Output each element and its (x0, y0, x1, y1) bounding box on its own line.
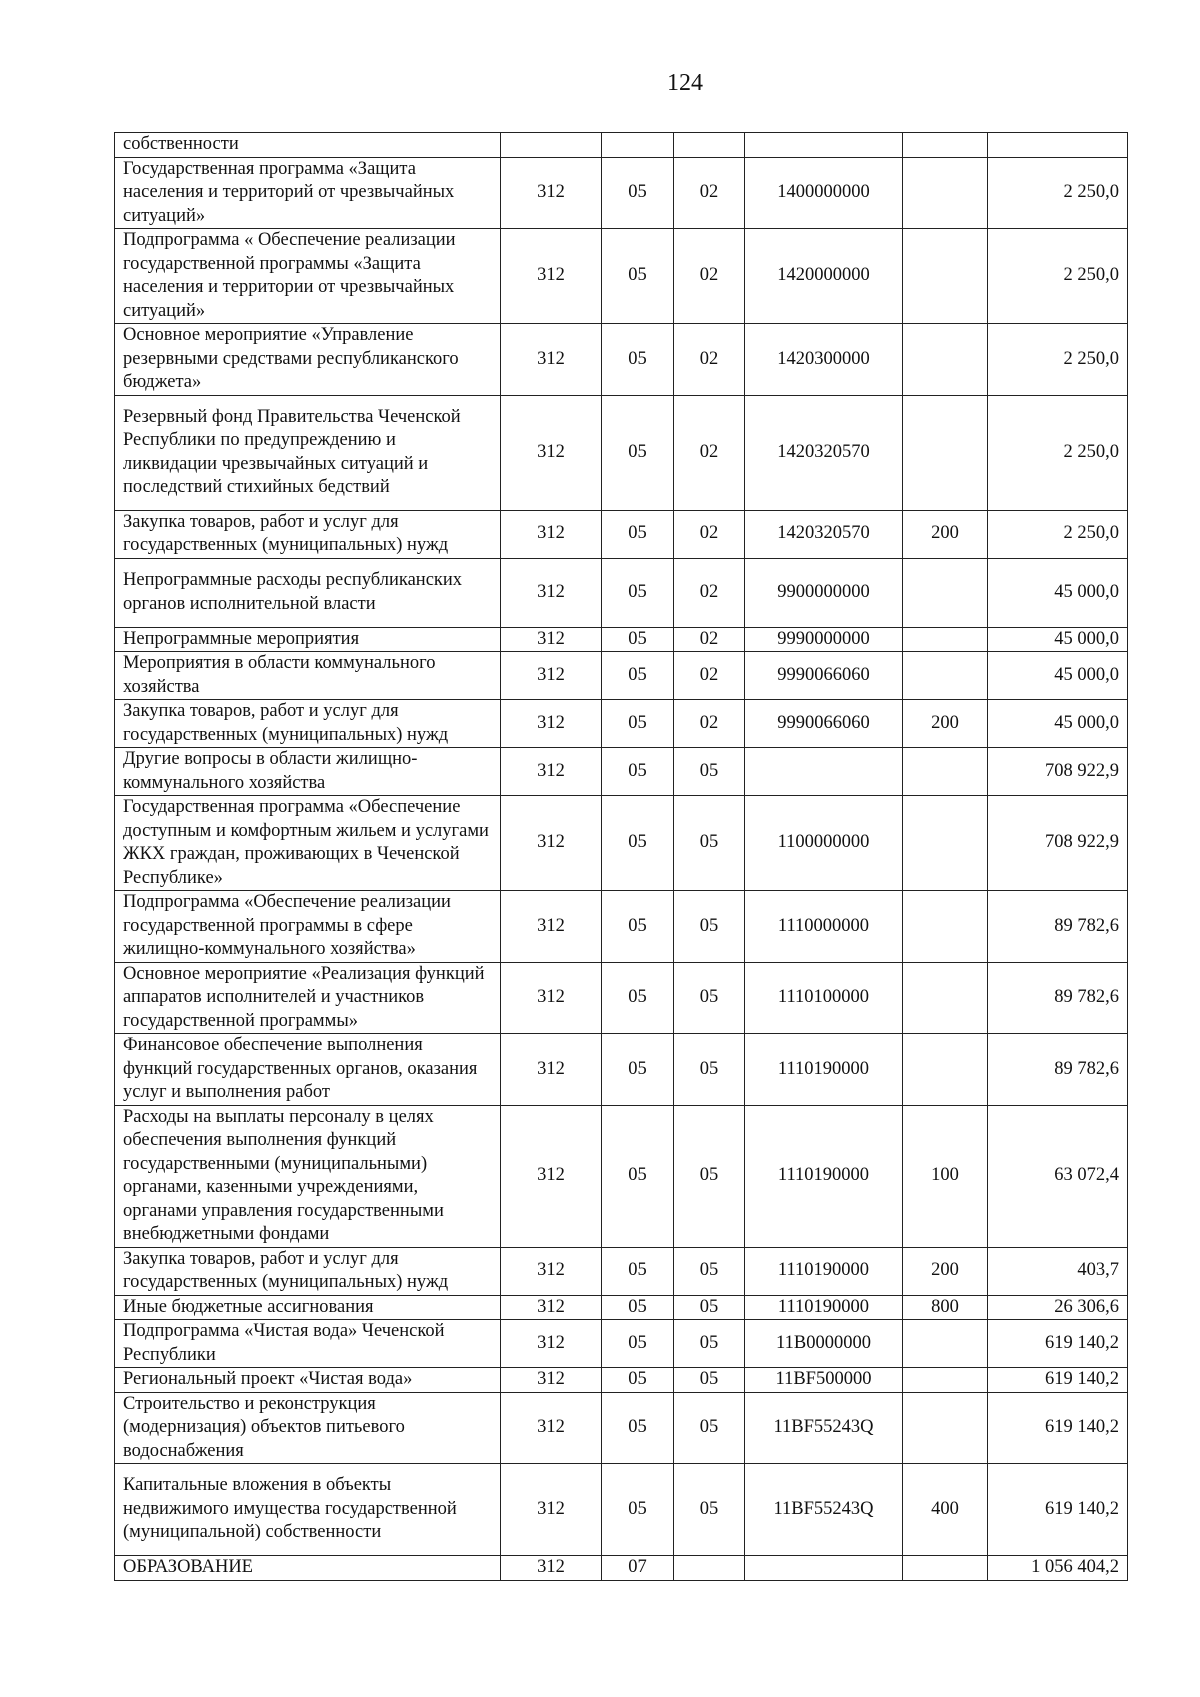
cell-subsection-code: 05 (674, 1368, 745, 1393)
cell-ministry-code: 312 (501, 229, 602, 324)
cell-target-article (745, 748, 903, 796)
cell-name: Непрограммные расходы республиканских органов исполнительной власти (115, 558, 501, 627)
cell-name: Основное мероприятие «Управление резервными средствами республиканского бюджета» (115, 324, 501, 396)
cell-expense-type (903, 796, 988, 891)
cell-name: Основное мероприятие «Реализация функций аппаратов исполнителей и участников государственной программы» (115, 962, 501, 1034)
cell-subsection-code: 05 (674, 1247, 745, 1295)
cell-name: Подпрограмма «Чистая вода» Чеченской Республики (115, 1320, 501, 1368)
cell-section-code (602, 133, 674, 158)
cell-amount: 45 000,0 (988, 558, 1128, 627)
cell-section-code: 05 (602, 796, 674, 891)
cell-ministry-code: 312 (501, 627, 602, 652)
table-row (115, 324, 1128, 396)
cell-target-article: 9990066060 (745, 700, 903, 748)
cell-ministry-code: 312 (501, 700, 602, 748)
cell-name: Подпрограмма «Обеспечение реализации государственной программы в сфере жилищно-коммунального хозяйства» (115, 891, 501, 963)
cell-name: Закупка товаров, работ и услуг для государственных (муниципальных) нужд (115, 1247, 501, 1295)
table-row (115, 395, 1128, 510)
cell-name: Строительство и реконструкция (модернизация) объектов питьевого водоснабжения (115, 1392, 501, 1464)
table-row (115, 1464, 1128, 1556)
cell-ministry-code: 312 (501, 748, 602, 796)
cell-amount: 2 250,0 (988, 157, 1128, 229)
cell-amount: 1 056 404,2 (988, 1556, 1128, 1581)
cell-section-code: 05 (602, 1320, 674, 1368)
cell-ministry-code: 312 (501, 1464, 602, 1556)
cell-name: Подпрограмма « Обеспечение реализации государственной программы «Защита населения и территории от чрезвычайных ситуаций» (115, 229, 501, 324)
cell-ministry-code: 312 (501, 962, 602, 1034)
cell-section-code: 05 (602, 627, 674, 652)
cell-section-code: 05 (602, 229, 674, 324)
cell-subsection-code: 02 (674, 229, 745, 324)
cell-name: Финансовое обеспечение выполнения функций государственных органов, оказания услуг и выполнения работ (115, 1034, 501, 1106)
cell-subsection-code: 05 (674, 748, 745, 796)
cell-expense-type (903, 229, 988, 324)
cell-subsection-code: 05 (674, 962, 745, 1034)
cell-ministry-code: 312 (501, 1034, 602, 1106)
cell-target-article: 1110190000 (745, 1105, 903, 1247)
cell-target-article: 1100000000 (745, 796, 903, 891)
cell-section-code: 05 (602, 1464, 674, 1556)
cell-subsection-code: 05 (674, 1295, 745, 1320)
cell-amount: 89 782,6 (988, 891, 1128, 963)
cell-ministry-code: 312 (501, 796, 602, 891)
cell-subsection-code: 02 (674, 652, 745, 700)
cell-expense-type (903, 1368, 988, 1393)
cell-target-article (745, 1556, 903, 1581)
cell-name: Расходы на выплаты персоналу в целях обеспечения выполнения функций государственными (муниципальными) органами, казенными учреждениями, органами управления государственными внебюджетными фондами (115, 1105, 501, 1247)
table-row (115, 1295, 1128, 1320)
table-row (115, 1247, 1128, 1295)
cell-expense-type (903, 395, 988, 510)
cell-name: Резервный фонд Правительства Чеченской Республики по предупреждению и ликвидации чрезвычайных ситуаций и последствий стихийных бедствий (115, 395, 501, 510)
cell-target-article: 1400000000 (745, 157, 903, 229)
cell-ministry-code: 312 (501, 1295, 602, 1320)
cell-target-article: 1110190000 (745, 1247, 903, 1295)
cell-ministry-code: 312 (501, 395, 602, 510)
table-row (115, 157, 1128, 229)
cell-subsection-code: 02 (674, 395, 745, 510)
cell-expense-type (903, 1034, 988, 1106)
cell-name: Закупка товаров, работ и услуг для государственных (муниципальных) нужд (115, 510, 501, 558)
cell-expense-type (903, 748, 988, 796)
cell-amount: 26 306,6 (988, 1295, 1128, 1320)
cell-target-article: 1110100000 (745, 962, 903, 1034)
cell-target-article: 1420300000 (745, 324, 903, 396)
cell-subsection-code: 02 (674, 510, 745, 558)
cell-expense-type (903, 652, 988, 700)
cell-section-code: 05 (602, 652, 674, 700)
table-row (115, 1368, 1128, 1393)
cell-expense-type: 400 (903, 1464, 988, 1556)
cell-target-article: 11В0000000 (745, 1320, 903, 1368)
cell-subsection-code: 02 (674, 627, 745, 652)
cell-section-code: 05 (602, 700, 674, 748)
cell-expense-type: 200 (903, 700, 988, 748)
cell-section-code: 05 (602, 157, 674, 229)
cell-target-article: 1110000000 (745, 891, 903, 963)
cell-name: Капитальные вложения в объекты недвижимого имущества государственной (муниципальной) собственности (115, 1464, 501, 1556)
cell-target-article: 9990000000 (745, 627, 903, 652)
budget-table (114, 132, 1128, 1581)
cell-amount: 619 140,2 (988, 1392, 1128, 1464)
cell-target-article: 11BF500000 (745, 1368, 903, 1393)
cell-ministry-code: 312 (501, 157, 602, 229)
cell-section-code: 05 (602, 558, 674, 627)
table-row (115, 1105, 1128, 1247)
table-row (115, 1556, 1128, 1581)
cell-expense-type (903, 133, 988, 158)
cell-section-code: 05 (602, 395, 674, 510)
cell-section-code: 05 (602, 324, 674, 396)
table-row (115, 796, 1128, 891)
cell-name: собственности (115, 133, 501, 158)
cell-subsection-code (674, 1556, 745, 1581)
cell-section-code: 05 (602, 1034, 674, 1106)
table-row (115, 652, 1128, 700)
cell-expense-type (903, 891, 988, 963)
cell-target-article: 11BF55243Q (745, 1464, 903, 1556)
cell-subsection-code: 02 (674, 157, 745, 229)
cell-section-code: 07 (602, 1556, 674, 1581)
cell-subsection-code: 05 (674, 796, 745, 891)
cell-section-code: 05 (602, 962, 674, 1034)
cell-subsection-code (674, 133, 745, 158)
cell-name: Непрограммные мероприятия (115, 627, 501, 652)
cell-subsection-code: 05 (674, 1105, 745, 1247)
cell-ministry-code: 312 (501, 652, 602, 700)
table-row (115, 627, 1128, 652)
cell-amount: 45 000,0 (988, 652, 1128, 700)
table-row (115, 1034, 1128, 1106)
cell-target-article (745, 133, 903, 158)
cell-name: Другие вопросы в области жилищно-коммунального хозяйства (115, 748, 501, 796)
cell-ministry-code: 312 (501, 324, 602, 396)
cell-expense-type: 200 (903, 510, 988, 558)
cell-subsection-code: 02 (674, 324, 745, 396)
cell-name: Государственная программа «Обеспечение доступным и комфортным жильем и услугами ЖКХ граждан, проживающих в Чеченской Республике» (115, 796, 501, 891)
cell-amount: 708 922,9 (988, 796, 1128, 891)
cell-amount: 89 782,6 (988, 962, 1128, 1034)
cell-name: Закупка товаров, работ и услуг для государственных (муниципальных) нужд (115, 700, 501, 748)
cell-expense-type (903, 1320, 988, 1368)
cell-target-article: 1420000000 (745, 229, 903, 324)
page-number: 124 (667, 70, 703, 96)
cell-expense-type (903, 1392, 988, 1464)
cell-ministry-code: 312 (501, 1105, 602, 1247)
cell-expense-type (903, 1556, 988, 1581)
cell-subsection-code: 02 (674, 558, 745, 627)
cell-section-code: 05 (602, 1392, 674, 1464)
budget-table-body (115, 133, 1128, 1581)
cell-subsection-code: 05 (674, 1034, 745, 1106)
cell-amount: 45 000,0 (988, 700, 1128, 748)
table-row (115, 700, 1128, 748)
cell-expense-type (903, 324, 988, 396)
cell-amount: 403,7 (988, 1247, 1128, 1295)
cell-expense-type (903, 157, 988, 229)
cell-subsection-code: 05 (674, 1392, 745, 1464)
cell-expense-type (903, 627, 988, 652)
cell-amount: 2 250,0 (988, 324, 1128, 396)
table-row (115, 1320, 1128, 1368)
cell-name: Иные бюджетные ассигнования (115, 1295, 501, 1320)
cell-amount: 619 140,2 (988, 1320, 1128, 1368)
cell-expense-type: 200 (903, 1247, 988, 1295)
cell-ministry-code: 312 (501, 510, 602, 558)
cell-amount: 708 922,9 (988, 748, 1128, 796)
cell-section-code: 05 (602, 891, 674, 963)
cell-subsection-code: 05 (674, 1320, 745, 1368)
cell-section-code: 05 (602, 510, 674, 558)
cell-ministry-code: 312 (501, 1320, 602, 1368)
cell-target-article: 1110190000 (745, 1295, 903, 1320)
cell-amount: 45 000,0 (988, 627, 1128, 652)
cell-expense-type: 800 (903, 1295, 988, 1320)
cell-subsection-code: 05 (674, 891, 745, 963)
cell-amount: 2 250,0 (988, 229, 1128, 324)
cell-amount: 619 140,2 (988, 1464, 1128, 1556)
table-row (115, 229, 1128, 324)
cell-target-article: 9900000000 (745, 558, 903, 627)
cell-ministry-code: 312 (501, 1247, 602, 1295)
cell-ministry-code: 312 (501, 1556, 602, 1581)
cell-ministry-code: 312 (501, 891, 602, 963)
cell-target-article: 9990066060 (745, 652, 903, 700)
cell-section-code: 05 (602, 1295, 674, 1320)
cell-amount: 619 140,2 (988, 1368, 1128, 1393)
table-row (115, 748, 1128, 796)
cell-amount: 2 250,0 (988, 510, 1128, 558)
table-row (115, 962, 1128, 1034)
cell-name: ОБРАЗОВАНИЕ (115, 1556, 501, 1581)
cell-name: Региональный проект «Чистая вода» (115, 1368, 501, 1393)
cell-ministry-code (501, 133, 602, 158)
cell-name: Мероприятия в области коммунального хозяйства (115, 652, 501, 700)
cell-target-article: 1110190000 (745, 1034, 903, 1106)
cell-target-article: 11BF55243Q (745, 1392, 903, 1464)
cell-ministry-code: 312 (501, 1392, 602, 1464)
cell-expense-type (903, 558, 988, 627)
cell-name: Государственная программа «Защита населения и территорий от чрезвычайных ситуаций» (115, 157, 501, 229)
table-row (115, 1392, 1128, 1464)
cell-subsection-code: 02 (674, 700, 745, 748)
cell-ministry-code: 312 (501, 1368, 602, 1393)
cell-target-article: 1420320570 (745, 510, 903, 558)
cell-amount: 63 072,4 (988, 1105, 1128, 1247)
cell-section-code: 05 (602, 1105, 674, 1247)
table-row (115, 891, 1128, 963)
cell-expense-type (903, 962, 988, 1034)
cell-ministry-code: 312 (501, 558, 602, 627)
cell-amount (988, 133, 1128, 158)
cell-target-article: 1420320570 (745, 395, 903, 510)
cell-expense-type: 100 (903, 1105, 988, 1247)
cell-section-code: 05 (602, 1247, 674, 1295)
table-row (115, 558, 1128, 627)
cell-amount: 89 782,6 (988, 1034, 1128, 1106)
table-row (115, 133, 1128, 158)
cell-section-code: 05 (602, 748, 674, 796)
cell-subsection-code: 05 (674, 1464, 745, 1556)
table-row (115, 510, 1128, 558)
cell-amount: 2 250,0 (988, 395, 1128, 510)
cell-section-code: 05 (602, 1368, 674, 1393)
